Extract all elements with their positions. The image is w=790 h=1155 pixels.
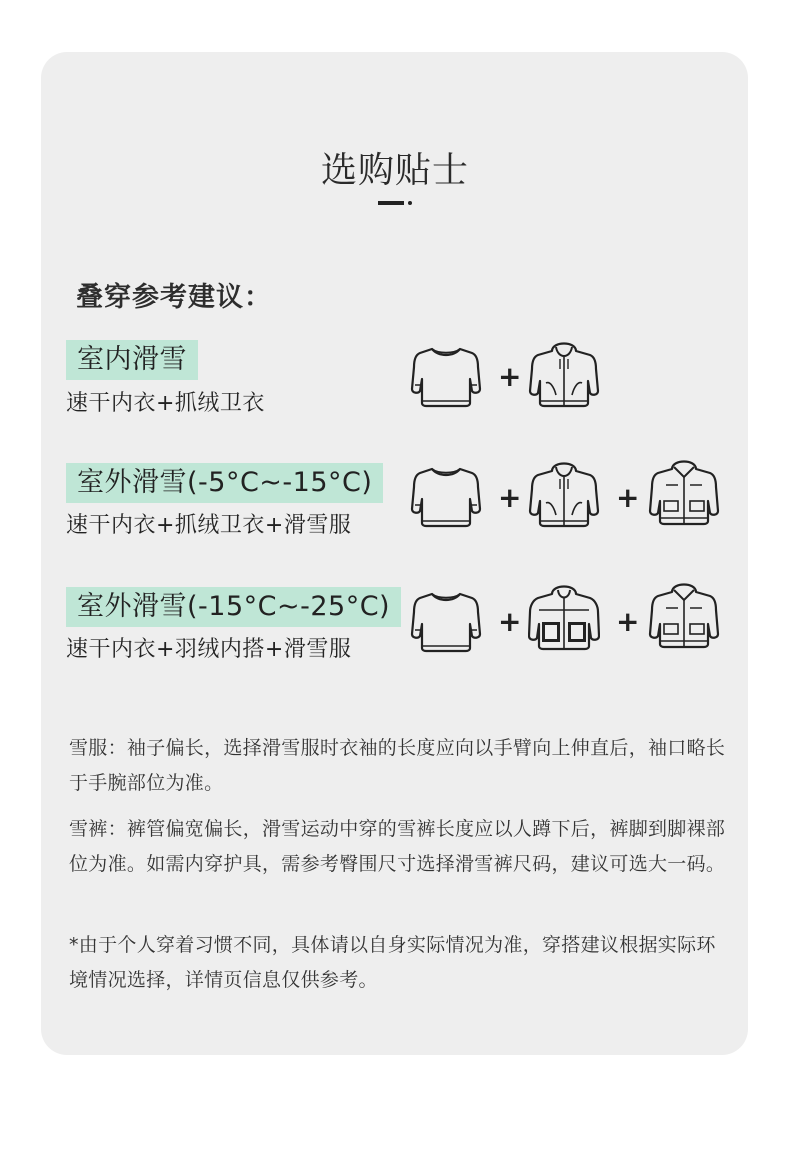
scenario-tag-indoor: 室内滑雪: [66, 340, 198, 380]
ski-jacket-icon: [648, 455, 720, 527]
scenario-tag-outdoor-mild: 室外滑雪(-5°C~-15°C): [66, 463, 383, 503]
hoodie-icon: [528, 457, 600, 529]
page-title: 选购贴士: [320, 150, 469, 191]
layering-heading: 叠穿参考建议：: [76, 282, 272, 313]
plus-sign: +: [498, 605, 522, 638]
plus-sign: +: [498, 360, 522, 393]
scenario-desc-indoor: 速干内衣+抓绒卫衣: [66, 391, 265, 416]
ski-jacket-icon: [648, 578, 720, 650]
plus-sign: +: [616, 605, 640, 638]
title-underline-dot: [408, 201, 412, 205]
plus-sign: +: [616, 481, 640, 514]
sweater-icon: [410, 465, 482, 529]
note-disclaimer: *由于个人穿着习惯不同，具体请以自身实际情况为准，穿搭建议根据实际环境情况选择，详情页信息仅供参考。: [69, 934, 716, 991]
note-pants: 雪裤：裤管偏宽偏长，滑雪运动中穿的雪裤长度应以人蹲下后，裤脚到脚裸部位为准。如需内穿护具，需参考臀围尺寸选择滑雪裤尺码，建议可选大一码。: [69, 818, 726, 875]
note-jacket: 雪服：袖子偏长，选择滑雪服时衣袖的长度应向以手臂向上伸直后，袖口略长于手腕部位为准。: [69, 737, 726, 794]
sweater-icon: [410, 345, 482, 409]
down-jacket-icon: [528, 580, 600, 652]
scenario-desc-outdoor-mild: 速干内衣+抓绒卫衣+滑雪服: [66, 513, 352, 538]
title-underline: [378, 201, 404, 205]
scenario-desc-outdoor-cold: 速干内衣+羽绒内搭+滑雪服: [66, 637, 352, 662]
hoodie-icon: [528, 337, 600, 409]
scenario-tag-outdoor-cold: 室外滑雪(-15°C~-25°C): [66, 587, 401, 627]
plus-sign: +: [498, 481, 522, 514]
sweater-icon: [410, 590, 482, 654]
